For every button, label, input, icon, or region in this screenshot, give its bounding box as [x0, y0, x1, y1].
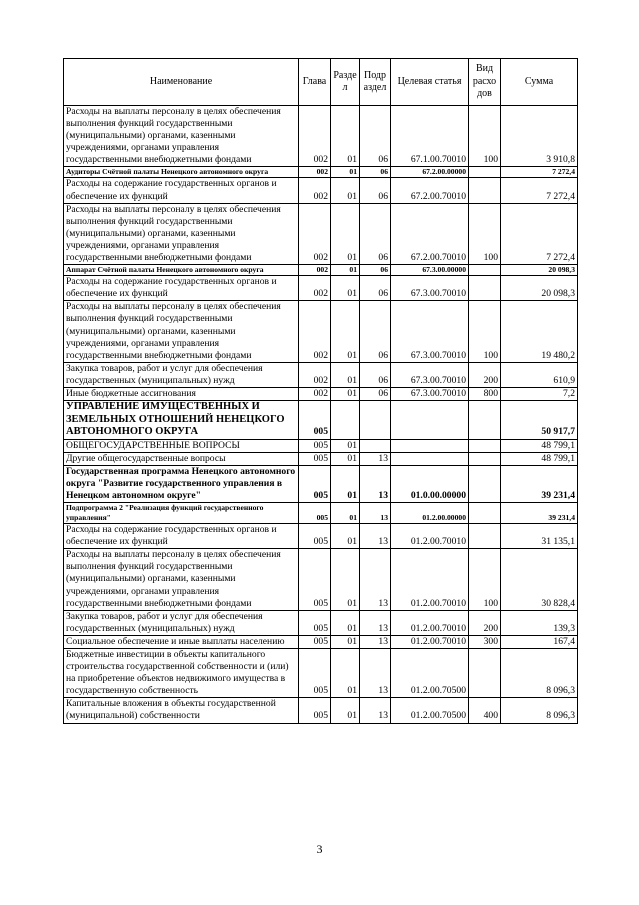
cell-vid — [469, 401, 501, 440]
table-row — [64, 524, 578, 549]
table-row — [64, 465, 578, 502]
cell-name: Бюджетные инвестиции в объекты капитального строительства государственной собственности и (или) на приобретение объектов недвижимого имущества в государственную собственность — [64, 648, 299, 697]
cell-statya: 01.0.00.00000 — [391, 465, 469, 502]
cell-statya: 01.2.00.70500 — [391, 648, 469, 697]
table-row — [64, 178, 578, 203]
table-row — [64, 106, 578, 167]
table-row — [64, 401, 578, 440]
cell-vid — [469, 167, 501, 178]
cell-summa: 3 910,8 — [501, 106, 578, 167]
table-row — [64, 648, 578, 697]
cell-glava: 005 — [299, 503, 331, 524]
table-row — [64, 276, 578, 301]
cell-razdel: 01 — [331, 265, 360, 276]
cell-statya: 67.3.00.70010 — [391, 387, 469, 400]
cell-razdel: 01 — [331, 635, 360, 648]
cell-name: Расходы на содержание государственных органов и обеспечение их функций — [64, 276, 299, 301]
cell-name: Аудиторы Счётной палаты Ненецкого автономного округа — [64, 167, 299, 178]
cell-podrazdel: 13 — [360, 465, 391, 502]
table-header-row — [64, 59, 578, 106]
cell-statya — [391, 452, 469, 465]
cell-summa: 8 096,3 — [501, 648, 578, 697]
cell-glava: 002 — [299, 203, 331, 264]
cell-vid: 100 — [469, 549, 501, 610]
cell-vid — [469, 465, 501, 502]
column-header-razdel: Разде л — [331, 59, 360, 106]
cell-vid — [469, 276, 501, 301]
table-row — [64, 167, 578, 178]
cell-podrazdel: 13 — [360, 549, 391, 610]
cell-statya: 67.3.00.70010 — [391, 362, 469, 387]
cell-razdel: 01 — [331, 549, 360, 610]
cell-name: Другие общегосударственные вопросы — [64, 452, 299, 465]
cell-summa: 20 098,3 — [501, 265, 578, 276]
cell-statya: 01.2.00.70010 — [391, 610, 469, 635]
cell-razdel: 01 — [331, 465, 360, 502]
cell-statya: 67.1.00.70010 — [391, 106, 469, 167]
cell-name: Расходы на выплаты персоналу в целях обеспечения выполнения функций государственными (муниципальными) органами, казенными учреждениями, органами управления государственными внебюджетными фондами — [64, 106, 299, 167]
cell-statya: 01.2.00.70010 — [391, 549, 469, 610]
cell-statya: 67.2.00.70010 — [391, 178, 469, 203]
cell-podrazdel: 06 — [360, 362, 391, 387]
cell-razdel: 01 — [331, 503, 360, 524]
cell-podrazdel — [360, 401, 391, 440]
cell-summa: 7,2 — [501, 387, 578, 400]
cell-glava: 002 — [299, 301, 331, 362]
cell-vid — [469, 178, 501, 203]
cell-podrazdel: 13 — [360, 648, 391, 697]
cell-razdel — [331, 401, 360, 440]
cell-summa: 167,4 — [501, 635, 578, 648]
cell-name: Расходы на выплаты персоналу в целях обеспечения выполнения функций государственными (муниципальными) органами, казенными учреждениями, органами управления государственными внебюджетными фондами — [64, 549, 299, 610]
table-row — [64, 698, 578, 723]
cell-podrazdel: 06 — [360, 106, 391, 167]
cell-razdel: 01 — [331, 276, 360, 301]
table-row — [64, 549, 578, 610]
cell-podrazdel: 13 — [360, 698, 391, 723]
cell-glava: 005 — [299, 698, 331, 723]
cell-podrazdel: 06 — [360, 265, 391, 276]
cell-statya: 67.3.00.00000 — [391, 265, 469, 276]
table-row — [64, 362, 578, 387]
cell-glava: 005 — [299, 439, 331, 452]
cell-vid: 200 — [469, 362, 501, 387]
cell-name: Расходы на содержание государственных органов и обеспечение их функций — [64, 178, 299, 203]
cell-razdel: 01 — [331, 648, 360, 697]
column-header-vid: Вид расхо дов — [469, 59, 501, 106]
table-row — [64, 301, 578, 362]
cell-name: Расходы на содержание государственных органов и обеспечение их функций — [64, 524, 299, 549]
table-row — [64, 265, 578, 276]
cell-name: Государственная программа Ненецкого автономного округа "Развитие государственного управления в Ненецком автономном округе" — [64, 465, 299, 502]
cell-name: Социальное обеспечение и иные выплаты населению — [64, 635, 299, 648]
cell-vid — [469, 452, 501, 465]
cell-vid: 100 — [469, 203, 501, 264]
cell-summa: 30 828,4 — [501, 549, 578, 610]
column-header-statya: Целевая статья — [391, 59, 469, 106]
cell-name: Иные бюджетные ассигнования — [64, 387, 299, 400]
column-header-summa: Сумма — [501, 59, 578, 106]
cell-name: Закупка товаров, работ и услуг для обеспечения государственных (муниципальных) нужд — [64, 610, 299, 635]
cell-glava: 005 — [299, 610, 331, 635]
cell-razdel: 01 — [331, 301, 360, 362]
cell-glava: 002 — [299, 178, 331, 203]
cell-razdel: 01 — [331, 167, 360, 178]
table-body — [64, 106, 578, 724]
cell-razdel: 01 — [331, 439, 360, 452]
cell-name: Расходы на выплаты персоналу в целях обеспечения выполнения функций государственными (муниципальными) органами, казенными учреждениями, органами управления государственными внебюджетными фондами — [64, 203, 299, 264]
cell-razdel: 01 — [331, 362, 360, 387]
cell-vid: 800 — [469, 387, 501, 400]
cell-name: Подпрограмма 2 "Реализация функций государственного управления" — [64, 503, 299, 524]
cell-razdel: 01 — [331, 387, 360, 400]
cell-podrazdel: 13 — [360, 524, 391, 549]
cell-summa: 139,3 — [501, 610, 578, 635]
cell-glava: 002 — [299, 167, 331, 178]
cell-summa: 7 272,4 — [501, 203, 578, 264]
cell-glava: 002 — [299, 265, 331, 276]
cell-podrazdel: 06 — [360, 301, 391, 362]
cell-podrazdel: 13 — [360, 610, 391, 635]
cell-vid — [469, 648, 501, 697]
cell-summa: 31 135,1 — [501, 524, 578, 549]
cell-summa: 19 480,2 — [501, 301, 578, 362]
cell-statya: 01.2.00.00000 — [391, 503, 469, 524]
cell-podrazdel: 06 — [360, 178, 391, 203]
table-row — [64, 452, 578, 465]
cell-podrazdel: 06 — [360, 167, 391, 178]
cell-vid — [469, 439, 501, 452]
cell-name: Капитальные вложения в объекты государственной (муниципальной) собственности — [64, 698, 299, 723]
cell-glava: 002 — [299, 387, 331, 400]
cell-glava: 005 — [299, 648, 331, 697]
table-row — [64, 503, 578, 524]
cell-glava: 002 — [299, 106, 331, 167]
table-row — [64, 387, 578, 400]
cell-vid — [469, 503, 501, 524]
cell-vid: 400 — [469, 698, 501, 723]
cell-glava: 005 — [299, 452, 331, 465]
cell-glava: 005 — [299, 549, 331, 610]
cell-vid: 200 — [469, 610, 501, 635]
cell-vid: 100 — [469, 301, 501, 362]
cell-summa: 48 799,1 — [501, 452, 578, 465]
cell-name: Аппарат Счётной палаты Ненецкого автономного округа — [64, 265, 299, 276]
cell-razdel: 01 — [331, 524, 360, 549]
cell-name: Закупка товаров, работ и услуг для обеспечения государственных (муниципальных) нужд — [64, 362, 299, 387]
cell-statya: 67.3.00.70010 — [391, 301, 469, 362]
cell-razdel: 01 — [331, 106, 360, 167]
cell-summa: 20 098,3 — [501, 276, 578, 301]
cell-statya: 67.3.00.70010 — [391, 276, 469, 301]
cell-summa: 8 096,3 — [501, 698, 578, 723]
cell-name: УПРАВЛЕНИЕ ИМУЩЕСТВЕННЫХ И ЗЕМЕЛЬНЫХ ОТНОШЕНИЙ НЕНЕЦКОГО АВТОНОМНОГО ОКРУГА — [64, 401, 299, 440]
cell-summa: 39 231,4 — [501, 465, 578, 502]
table-row — [64, 635, 578, 648]
cell-podrazdel: 13 — [360, 635, 391, 648]
table-row — [64, 610, 578, 635]
budget-table — [63, 58, 578, 724]
cell-glava: 002 — [299, 276, 331, 301]
cell-podrazdel: 06 — [360, 276, 391, 301]
cell-statya: 01.2.00.70500 — [391, 698, 469, 723]
cell-vid: 100 — [469, 106, 501, 167]
cell-vid: 300 — [469, 635, 501, 648]
cell-summa: 7 272,4 — [501, 167, 578, 178]
page-number: 3 — [316, 842, 323, 856]
column-header-glava: Глава — [299, 59, 331, 106]
cell-podrazdel — [360, 439, 391, 452]
cell-vid — [469, 524, 501, 549]
cell-razdel: 01 — [331, 610, 360, 635]
cell-glava: 005 — [299, 635, 331, 648]
table-row — [64, 439, 578, 452]
cell-glava: 002 — [299, 362, 331, 387]
column-header-name: Наименование — [64, 59, 299, 106]
table-row — [64, 203, 578, 264]
cell-razdel: 01 — [331, 452, 360, 465]
cell-statya: 67.2.00.00000 — [391, 167, 469, 178]
cell-summa: 50 917,7 — [501, 401, 578, 440]
cell-statya — [391, 401, 469, 440]
column-header-podrazdel: Подр аздел — [360, 59, 391, 106]
cell-glava: 005 — [299, 401, 331, 440]
cell-statya: 01.2.00.70010 — [391, 524, 469, 549]
cell-glava: 005 — [299, 524, 331, 549]
cell-glava: 005 — [299, 465, 331, 502]
cell-summa: 7 272,4 — [501, 178, 578, 203]
cell-summa: 48 799,1 — [501, 439, 578, 452]
cell-vid — [469, 265, 501, 276]
cell-statya — [391, 439, 469, 452]
cell-statya: 67.2.00.70010 — [391, 203, 469, 264]
cell-name: Расходы на выплаты персоналу в целях обеспечения выполнения функций государственными (муниципальными) органами, казенными учреждениями, органами управления государственными внебюджетными фондами — [64, 301, 299, 362]
cell-summa: 39 231,4 — [501, 503, 578, 524]
cell-podrazdel: 13 — [360, 503, 391, 524]
cell-razdel: 01 — [331, 203, 360, 264]
cell-summa: 610,9 — [501, 362, 578, 387]
cell-razdel: 01 — [331, 178, 360, 203]
cell-podrazdel: 06 — [360, 387, 391, 400]
cell-statya: 01.2.00.70010 — [391, 635, 469, 648]
cell-podrazdel: 13 — [360, 452, 391, 465]
cell-name: ОБЩЕГОСУДАРСТВЕННЫЕ ВОПРОСЫ — [64, 439, 299, 452]
cell-razdel: 01 — [331, 698, 360, 723]
cell-podrazdel: 06 — [360, 203, 391, 264]
